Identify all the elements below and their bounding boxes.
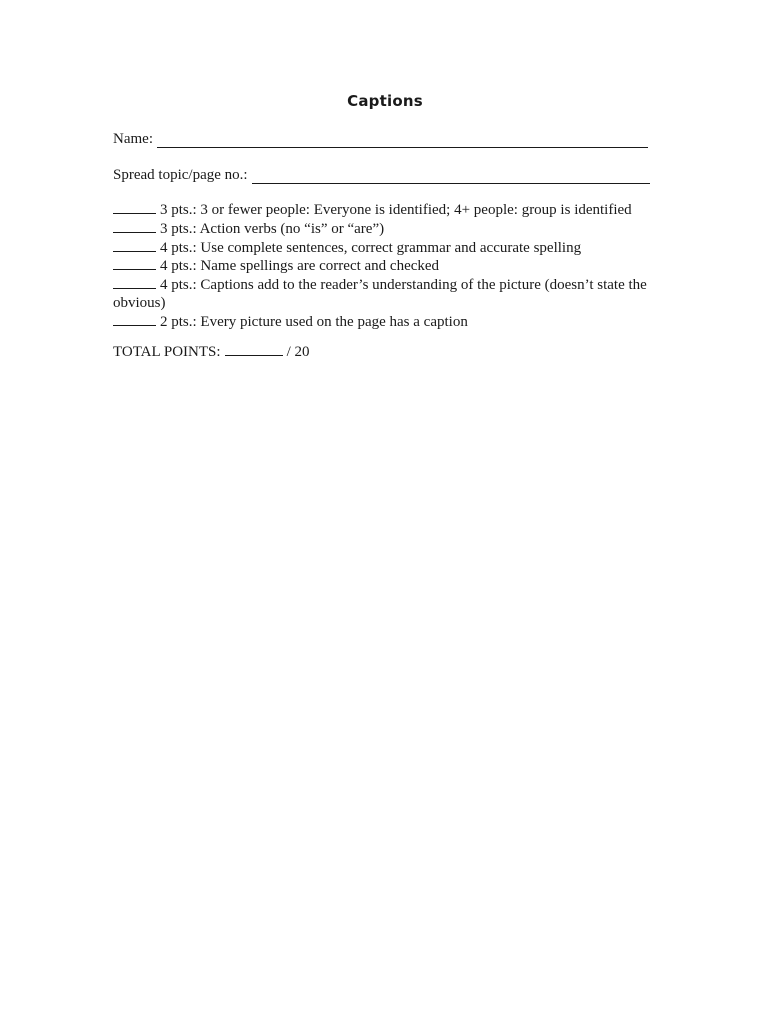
criterion-text: 3 pts.: Action verbs (no “is” or “are”) [160,220,385,237]
criterion-text: 4 pts.: Captions add to the reader’s understanding of the picture (doesn’t state the obvious) [113,277,647,311]
total-points-max: / 20 [286,344,310,360]
criterion-text: 2 pts.: Every picture used on the page has a caption [160,313,468,330]
criterion-text: 3 pts.: 3 or fewer people: Everyone is identified; 4+ people: group is identified [160,202,632,218]
spread-topic-blank[interactable] [252,169,650,184]
criterion-item [113,239,658,258]
name-field [113,130,648,148]
score-blank[interactable] [113,201,156,214]
total-points [113,343,309,361]
score-blank[interactable] [113,239,156,252]
criterion-text: 4 pts.: Use complete sentences, correct grammar and accurate spelling [160,239,582,256]
spread-topic-field [113,166,650,184]
total-score-blank[interactable] [225,343,283,356]
score-blank[interactable] [113,220,156,233]
name-label: Name: [113,131,153,147]
criterion-text: 4 pts.: Name spellings are correct and checked [160,258,440,275]
criterion-item [113,313,658,332]
spread-topic-label: Spread topic/page no.: [113,167,248,183]
score-blank[interactable] [113,313,156,326]
criterion-item [113,257,658,276]
criteria-list [113,201,658,332]
name-blank[interactable] [157,133,648,148]
page-title: Captions [347,92,423,110]
criterion-item [113,201,658,220]
score-blank[interactable] [113,276,156,289]
criterion-item [113,276,658,313]
total-points-label: TOTAL POINTS: [113,344,221,360]
criterion-item [113,220,658,239]
score-blank[interactable] [113,257,156,270]
